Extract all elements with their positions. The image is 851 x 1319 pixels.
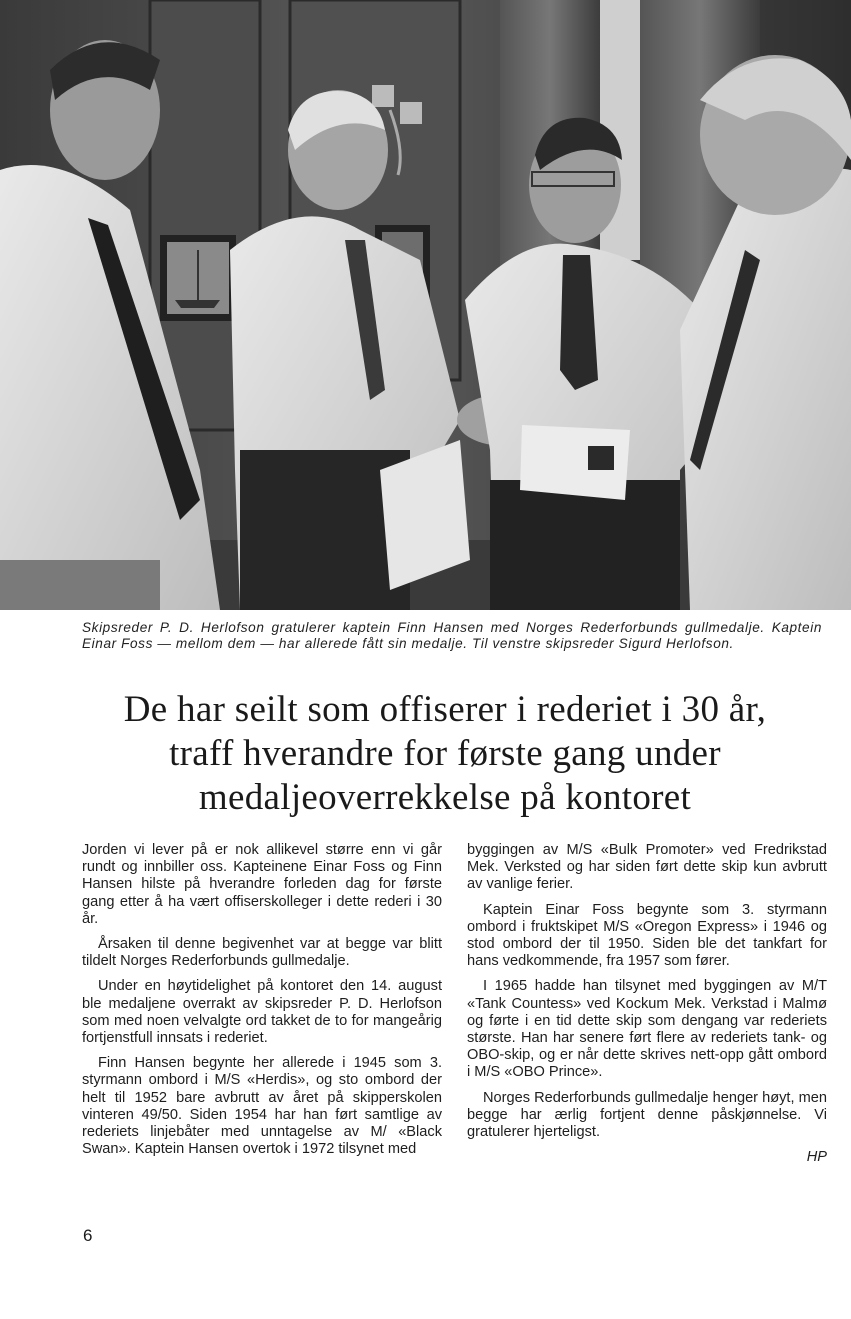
photo-caption: Skipsreder P. D. Herlofson gratulerer kaptein Finn Hansen med Norges Rederforbunds gullmedalje. Kaptein Einar Foss — mellom dem — har allerede fått sin medalje. Til venstre skipsreder Sigurd Herlofson. [82, 620, 822, 651]
article-column-right [467, 842, 827, 1166]
headline-line-3: medaljeoverrekkelse på kontoret [198, 777, 692, 818]
paragraph: Kaptein Einar Foss begynte som 3. styrmann ombord i fruktskipet M/S «Oregon Express» i 1946 og stod ombord der til 1950. Siden ble det tankfart for hans vedkommende, fra 1957 som fører. [467, 901, 827, 970]
headline-line-2: traff hverandre for første gang under [169, 733, 721, 774]
paragraph: Norges Rederforbunds gullmedalje henger høyt, men begge har ærlig fortjent denne påskjønnelse. Vi gratulerer hjerteligst. [467, 1089, 827, 1141]
headline-line-1: De har seilt som offiserer i rederiet i 30 år, [123, 689, 767, 730]
page-number: 6 [83, 1226, 93, 1245]
photograph-icon [0, 0, 851, 610]
article-column-left [82, 842, 442, 1166]
article-headline [60, 688, 830, 820]
paragraph: Under en høytidelighet på kontoret den 14. august ble medaljene overrakt av skipsreder P. D. Herlofson som med noen velvalgte ord takket de to for mangeårig fortjenstfull innsats i rederiet. [82, 978, 442, 1047]
author-signature: HP [806, 1149, 827, 1166]
article-photo [0, 0, 851, 610]
paragraph: Finn Hansen begynte her allerede i 1945 som 3. styrmann ombord i M/S «Herdis», og sto ombord der helt til 1952 bare avbrutt av året på skipperskolen vinteren 49/50. Siden 1954 har han ført samtlige av rederiets linjebåter med unntagelse av M/ «Black Swan». Kaptein Hansen overtok i 1972 tilsynet med [82, 1055, 442, 1158]
paragraph: I 1965 hadde han tilsynet med byggingen av M/T «Tank Countess» ved Kockum Mek. Verkstad i Malmø og førte i en tid dette skip som dengang var rederiets største. Han har senere ført flere av rederiets tank- og OBO-skip, og er når dette skrives nett-opp gått ombord i M/S «OBO Prince». [467, 978, 827, 1081]
paragraph: byggingen av M/S «Bulk Promoter» ved Fredrikstad Mek. Verksted og har siden ført dette skip kun avbrutt av vanlige ferier. [467, 842, 827, 893]
paragraph: Årsaken til denne begivenhet var at begge var blitt tildelt Norges Rederforbunds gullmedalje. [82, 936, 442, 970]
paragraph: Jorden vi lever på er nok allikevel større enn vi går rundt og innbiller oss. Kapteinene Einar Foss og Finn Hansen hilste på hverandre forleden dag for første gang etter å ha vært offiserskolleger i dette rederi i 30 år. [82, 842, 442, 927]
